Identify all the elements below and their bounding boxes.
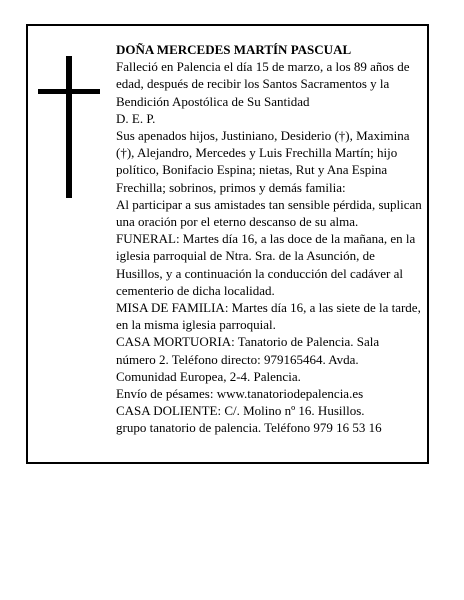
- cross-vertical-bar: [66, 56, 72, 198]
- rest-in-peace: D. E. P.: [116, 110, 156, 126]
- cross-horizontal-bar: [38, 89, 100, 94]
- death-details: Falleció en Palencia el día 15 de marzo, a los 89 años de edad, después de recibir los Santos Sacramentos y la Bendición Apostólica de Su Santidad: [116, 59, 410, 109]
- deceased-name: DOÑA MERCEDES MARTÍN PASCUAL: [116, 42, 352, 57]
- family-members: Sus apenados hijos, Justiniano, Desiderio (†), Maximina (†), Alejandro, Mercedes y Luis Frechilla Martín; hijo político, Bonifacio Espina; nietas, Rut y Ana Espina Frechilla; sobrinos, primos y demás familia:: [116, 128, 410, 195]
- condolences-info: Envío de pésames: www.tanatoriodepalencia.es: [116, 386, 364, 402]
- family-mass-info: MISA DE FAMILIA: Martes día 16, a las siete de la tarde, en la misma iglesia parroquial.: [116, 300, 421, 333]
- funeral-home-info: grupo tanatorio de palencia. Teléfono 979 16 53 16: [116, 420, 382, 436]
- prayer-request: Al participar a sus amistades tan sensible pérdida, suplican una oración por el eterno descanso de su alma.: [116, 196, 422, 230]
- obituary-text: [116, 41, 422, 437]
- grieving-house-info: CASA DOLIENTE: C/. Molino nº 16. Husillos.: [116, 403, 365, 419]
- obituary-notice: [26, 24, 429, 464]
- cross-icon: [38, 56, 100, 198]
- mortuary-info: CASA MORTUORIA: Tanatorio de Palencia. Sala número 2. Teléfono directo: 979165464. Avda. Comunidad Europea, 2-4. Palencia.: [116, 334, 380, 384]
- funeral-info: FUNERAL: Martes día 16, a las doce de la mañana, en la iglesia parroquial de Ntra. Sra. de la Asunción, de Husillos, y a continuación la conducción del cadáver al cementerio de dicha localidad.: [116, 231, 416, 298]
